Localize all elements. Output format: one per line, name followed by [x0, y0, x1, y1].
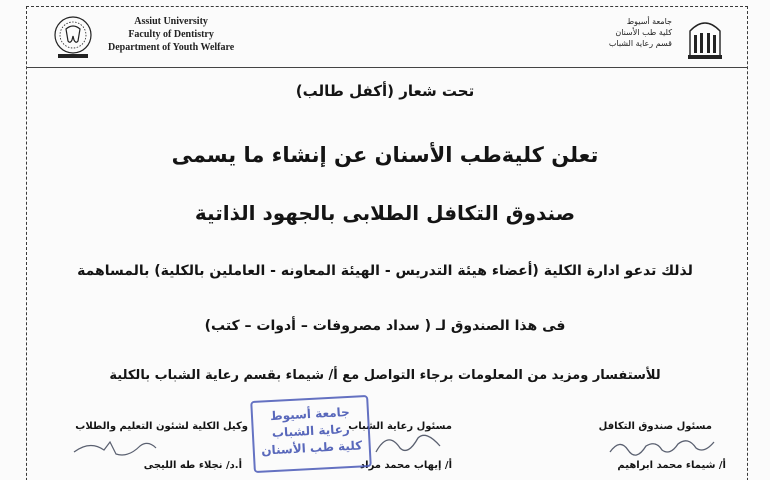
- department-name-ar: قسم رعاية الشباب: [608, 39, 672, 48]
- signature-name-youth: أ/ إيهاب محمد مراد: [360, 460, 452, 471]
- handwritten-signature-youth-icon: [370, 428, 450, 458]
- signature-title-vice-dean: وكيل الكلية لشئون التعليم والطلاب: [75, 421, 248, 432]
- university-logo-icon: [684, 13, 726, 61]
- page-border: [26, 6, 748, 480]
- faculty-name-ar: كلية طب الأسنان: [615, 28, 672, 37]
- announcement-heading: تعلن كليةطب الأسنان عن إنشاء ما يسمى: [171, 143, 599, 167]
- slogan: تحت شعار (أكفل طالب): [295, 82, 475, 100]
- signature-title-youth: مسئول رعاية الشباب: [348, 421, 452, 432]
- stamp-line-3: كلية طب الأسنان: [260, 438, 363, 458]
- stamp-line-1: جامعة أسيوط: [269, 404, 351, 424]
- contact-text: للأستفسار ومزيد من المعلومات برجاء التواصل مع أ/ شيماء بقسم رعاية الشباب بالكلية: [109, 368, 661, 383]
- signature-title-fund: مسئول صندوق التكافل: [598, 421, 712, 432]
- contribution-text: فى هذا الصندوق لـ ( سداد مصروفات – أدوات – كتب): [204, 318, 566, 334]
- faculty-logo-icon: [52, 13, 94, 61]
- faculty-name-en: Faculty of Dentistry: [128, 29, 214, 40]
- department-name-en: Department of Youth Welfare: [108, 42, 235, 53]
- header-divider: [26, 67, 748, 68]
- handwritten-signature-vice-dean-icon: [70, 434, 160, 460]
- official-stamp: [250, 395, 372, 473]
- university-name-en: Assiut University: [134, 16, 208, 27]
- signature-name-vice-dean: أ.د/ نجلاء طه الليجى: [143, 460, 242, 471]
- arabic-header: [609, 16, 672, 49]
- signature-name-fund: أ/ شيماء محمد ابراهيم: [617, 460, 726, 471]
- handwritten-signature-fund-icon: [606, 432, 726, 460]
- english-header: [108, 15, 234, 54]
- invitation-text: لذلك تدعو ادارة الكلية (أعضاء هيئة التدريس - الهيئة المعاونه - العاملين بالكلية) بالمساهمة: [77, 263, 693, 279]
- university-name-ar: جامعة أسيوط: [626, 17, 672, 26]
- stamp-line-2: رعاية الشباب: [271, 421, 351, 441]
- fund-name-heading: صندوق التكافل الطلابى بالجهود الذاتية: [194, 201, 576, 225]
